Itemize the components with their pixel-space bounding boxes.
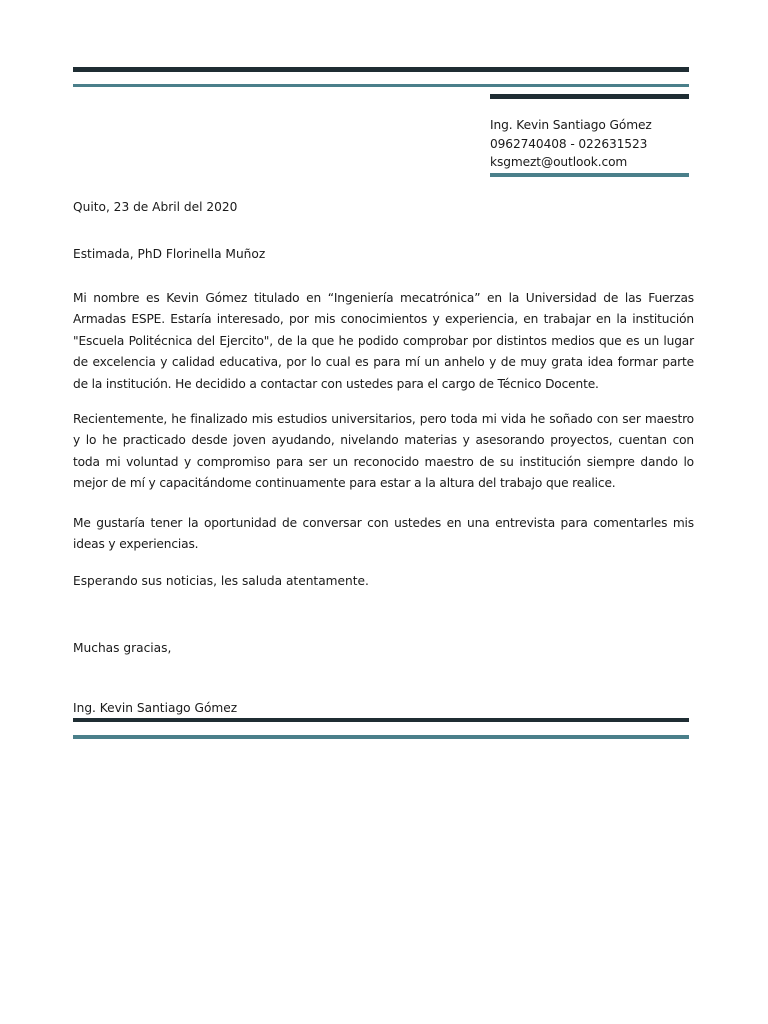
top-divider-teal bbox=[73, 84, 689, 87]
letter-salutation: Estimada, PhD Florinella Muñoz bbox=[73, 247, 266, 261]
bottom-divider-dark bbox=[73, 718, 689, 722]
contact-divider-bottom bbox=[490, 173, 689, 177]
sender-name: Ing. Kevin Santiago Gómez bbox=[490, 118, 652, 132]
letter-date: Quito, 23 de Abril del 2020 bbox=[73, 200, 238, 214]
body-paragraph-3: Me gustaría tener la oportunidad de conversar con ustedes en una entrevista para comentarles mis ideas y experiencias. bbox=[73, 516, 694, 552]
top-divider-dark bbox=[73, 67, 689, 72]
sender-email: ksgmezt@outlook.com bbox=[490, 155, 628, 169]
letter-closing: Esperando sus noticias, les saluda atentamente. bbox=[73, 574, 369, 588]
sender-phone: 0962740408 - 022631523 bbox=[490, 136, 648, 151]
contact-block bbox=[490, 116, 690, 172]
contact-divider-top bbox=[490, 94, 689, 99]
letter-thanks: Muchas gracias, bbox=[73, 641, 172, 655]
body-paragraph-2: Recientemente, he finalizado mis estudios universitarios, pero toda mi vida he soñado con ser maestro y lo he practicado desde joven ayudando, nivelando materias y asesorando proyectos, cuentan con toda mi voluntad y compromiso para ser un reconocido maestro de su institución siempre dando lo mejor de mí y capacitándome continuamente para estar a la altura del trabajo que realice. bbox=[73, 412, 694, 491]
bottom-divider-teal bbox=[73, 735, 689, 739]
letter-signature: Ing. Kevin Santiago Gómez bbox=[73, 701, 238, 715]
body-paragraph-1: Mi nombre es Kevin Gómez titulado en “Ingeniería mecatrónica” en la Universidad de las Fuerzas Armadas ESPE. Estaría interesado, por mis conocimientos y experiencia, en trabajar en la institución "Escuela Politécnica del Ejercito", de la que he podido comprobar por distintos medios que es un lugar de excelencia y calidad educativa, por lo cual es para mí un anhelo y de muy grata idea formar parte de la institución. He decidido a contactar con ustedes para el cargo de Técnico Docente. bbox=[73, 291, 694, 391]
